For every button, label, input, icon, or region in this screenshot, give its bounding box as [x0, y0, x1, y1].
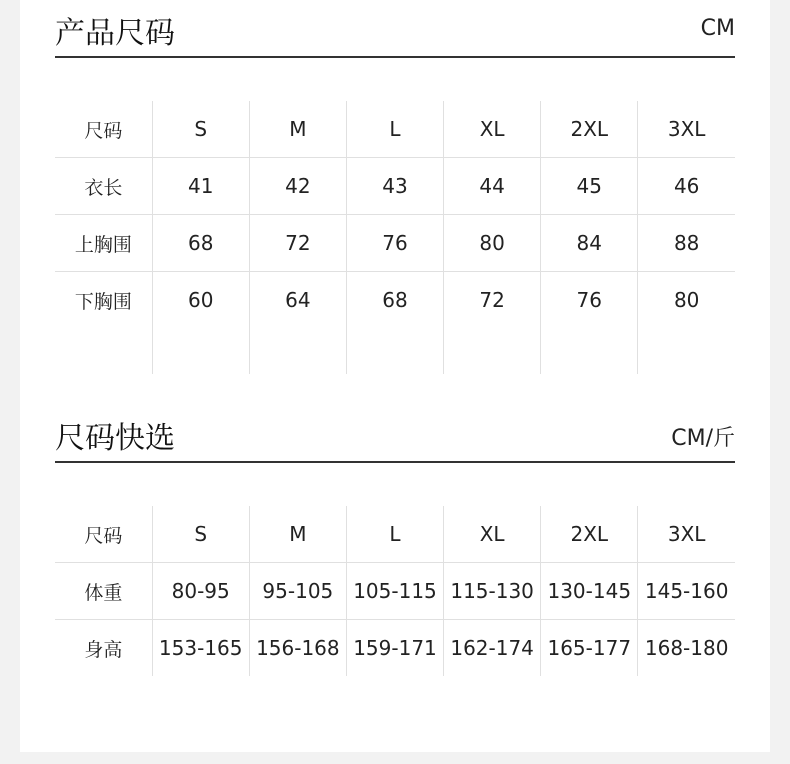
header-cell: 3XL — [638, 506, 735, 563]
table-cell: 68 — [152, 215, 249, 272]
header-cell: M — [249, 506, 346, 563]
table-cell: 76 — [541, 272, 638, 329]
table-cell: 72 — [444, 272, 541, 329]
table-cell: 76 — [346, 215, 443, 272]
table-cell: 156-168 — [249, 620, 346, 677]
table-header-row — [55, 506, 735, 563]
header-cell: L — [346, 101, 443, 158]
table-row — [55, 563, 735, 620]
table-cell: 43 — [346, 158, 443, 215]
table-cell: 165-177 — [541, 620, 638, 677]
table-cell: 45 — [541, 158, 638, 215]
product-size-header — [55, 0, 735, 58]
table-cell: 80 — [444, 215, 541, 272]
header-cell: XL — [444, 506, 541, 563]
table-cell: 162-174 — [444, 620, 541, 677]
row-label: 上胸围 — [55, 215, 152, 272]
table-cell: 80 — [638, 272, 735, 329]
table-cell: 130-145 — [541, 563, 638, 620]
header-cell: S — [152, 506, 249, 563]
row-label: 衣长 — [55, 158, 152, 215]
header-cell: 尺码 — [84, 119, 123, 142]
header-cell: 2XL — [541, 506, 638, 563]
quick-select-title: 尺码快选 — [55, 421, 175, 456]
table-cell: 72 — [249, 215, 346, 272]
table-cell: 46 — [638, 158, 735, 215]
table-cell: 153-165 — [152, 620, 249, 677]
table-header-row — [55, 101, 735, 158]
table-cell: 159-171 — [346, 620, 443, 677]
table-spacer-row — [55, 328, 735, 374]
header-cell: M — [249, 101, 346, 158]
quick-select-header — [55, 405, 735, 463]
table-cell: 168-180 — [638, 620, 735, 677]
product-size-title: 产品尺码 — [55, 16, 175, 51]
table-cell: 44 — [444, 158, 541, 215]
table-cell: 64 — [249, 272, 346, 329]
table-cell: 60 — [152, 272, 249, 329]
table-cell: 41 — [152, 158, 249, 215]
quick-select-table — [55, 506, 735, 676]
header-cell: L — [346, 506, 443, 563]
product-size-table — [55, 101, 735, 374]
table-cell: 95-105 — [249, 563, 346, 620]
table-cell: 145-160 — [638, 563, 735, 620]
table-cell: 105-115 — [346, 563, 443, 620]
header-cell: 2XL — [541, 101, 638, 158]
product-size-unit: CM — [700, 16, 735, 41]
header-cell: S — [152, 101, 249, 158]
quick-select-unit: CM/斤 — [671, 426, 735, 451]
table-cell: 88 — [638, 215, 735, 272]
table-cell: 80-95 — [152, 563, 249, 620]
header-cell: 尺码 — [84, 524, 123, 547]
row-label: 体重 — [55, 563, 152, 620]
table-row — [55, 272, 735, 329]
table-row — [55, 215, 735, 272]
row-label: 下胸围 — [55, 272, 152, 329]
header-cell: XL — [444, 101, 541, 158]
row-label: 身高 — [55, 620, 152, 677]
table-cell: 115-130 — [444, 563, 541, 620]
table-cell: 68 — [346, 272, 443, 329]
table-cell: 42 — [249, 158, 346, 215]
table-row — [55, 158, 735, 215]
table-row — [55, 620, 735, 677]
size-chart-card — [20, 0, 770, 752]
header-cell: 3XL — [638, 101, 735, 158]
table-cell: 84 — [541, 215, 638, 272]
